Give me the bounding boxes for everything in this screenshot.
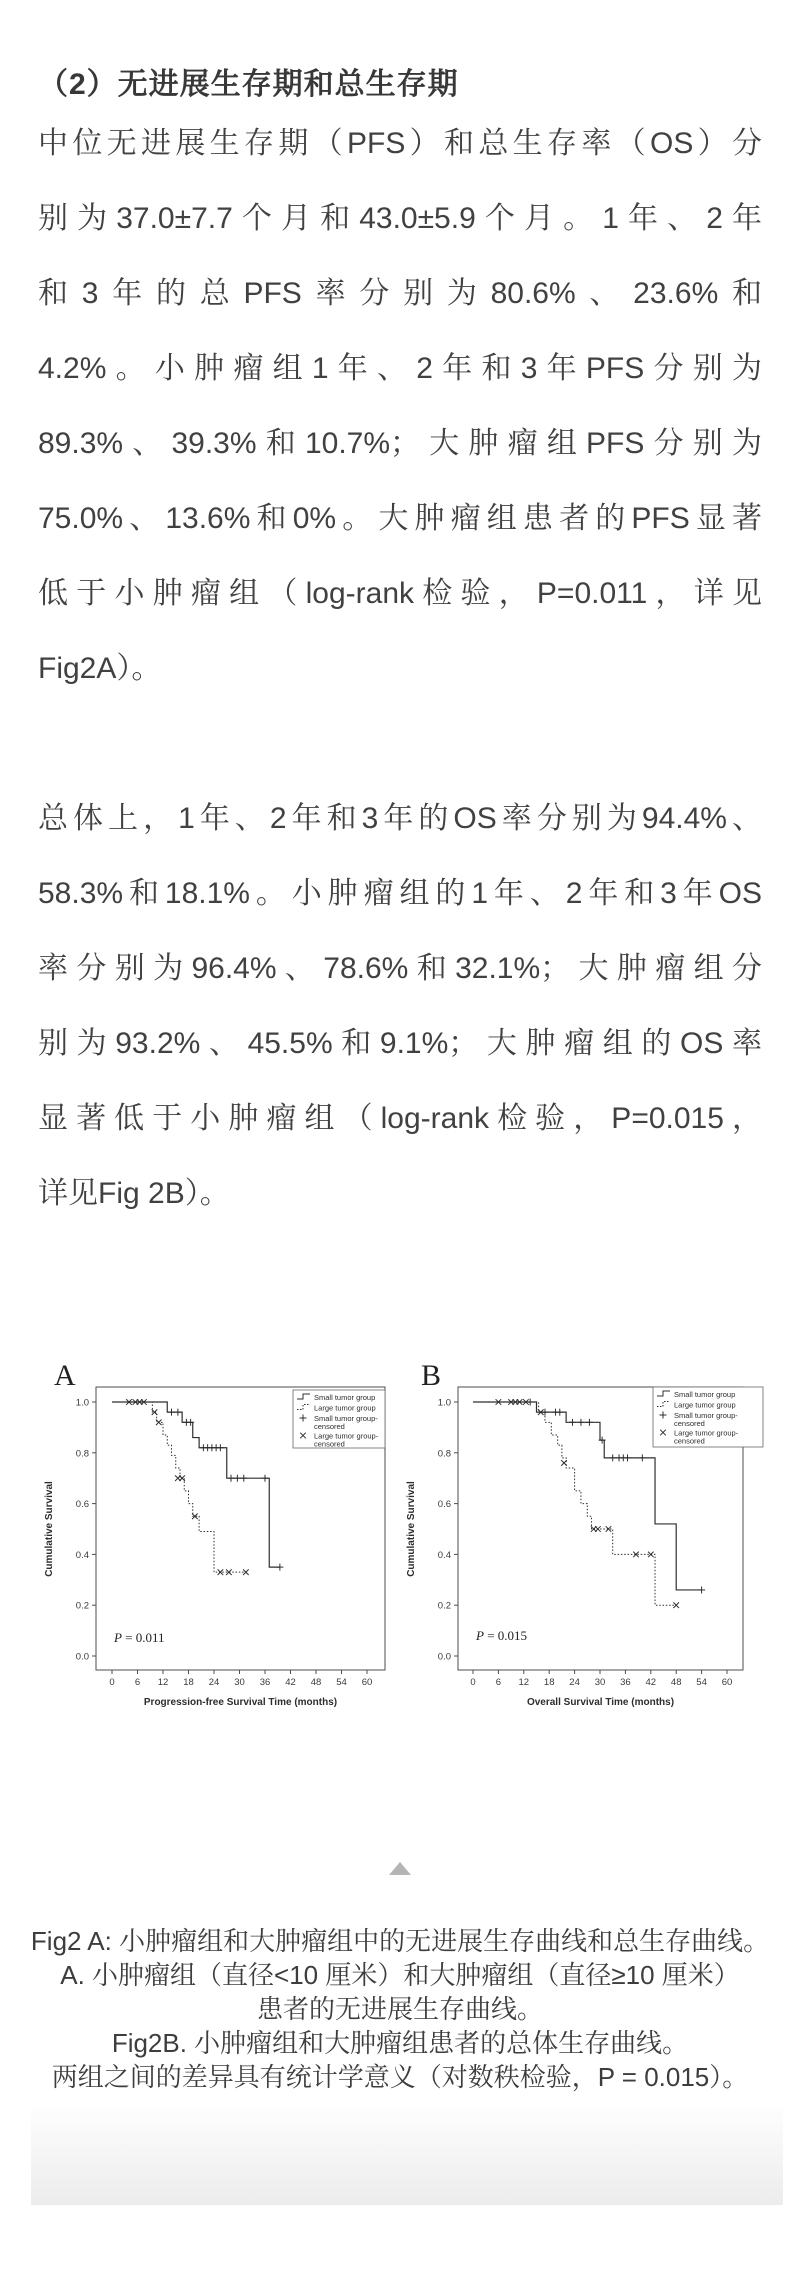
- text-line: Fig2A）。: [38, 652, 162, 685]
- text-line: 和3年的总PFS率分别为80.6%、23.6%和: [38, 277, 762, 310]
- legend: [293, 1390, 385, 1449]
- svg-text:24: 24: [208, 1677, 220, 1688]
- y-axis: [44, 1398, 96, 1663]
- y-axis: [406, 1398, 458, 1663]
- svg-text:1.0: 1.0: [437, 1397, 451, 1409]
- series-small: [112, 1402, 283, 1571]
- svg-text:60: 60: [721, 1677, 733, 1688]
- svg-text:60: 60: [361, 1677, 373, 1688]
- bottom-fade: [31, 2100, 783, 2205]
- svg-text:36: 36: [259, 1677, 271, 1688]
- svg-text:Large tumor group-: Large tumor group-: [674, 1428, 739, 1438]
- svg-text:Small tumor group-: Small tumor group-: [314, 1414, 378, 1423]
- panel-letter: [421, 1359, 441, 1392]
- svg-text:P = 0.015: P = 0.015: [476, 1628, 528, 1643]
- svg-text:54: 54: [696, 1677, 707, 1688]
- svg-text:48: 48: [310, 1677, 322, 1688]
- svg-text:0.0: 0.0: [437, 1651, 451, 1663]
- svg-text:Small tumor group: Small tumor group: [674, 1390, 736, 1399]
- series-large: [473, 1399, 679, 1608]
- svg-text:Large tumor group-: Large tumor group-: [314, 1431, 379, 1441]
- series-large: [112, 1399, 249, 1575]
- svg-text:Large tumor group: Large tumor group: [674, 1400, 736, 1410]
- text-line: 75.0%、13.6%和0%。大肿瘤组患者的PFS显著: [38, 502, 762, 535]
- caption-line: 两组之间的差异具有统计学意义（对数秩检验，P = 0.015）。: [51, 2062, 749, 2092]
- svg-text:6: 6: [495, 1677, 502, 1688]
- svg-text:42: 42: [645, 1677, 657, 1688]
- text-line: 率分别为96.4%、78.6%和32.1%；大肿瘤组分: [38, 952, 762, 985]
- paragraph-os: [38, 781, 762, 1231]
- text-line: 别为37.0±7.7个月和43.0±5.9个月。1年、2年: [38, 202, 762, 235]
- paragraph-pfs: [38, 106, 762, 706]
- legend: [653, 1387, 763, 1447]
- svg-text:30: 30: [594, 1677, 606, 1688]
- figure-caption: [0, 1924, 800, 2094]
- svg-text:B: B: [421, 1359, 442, 1392]
- text-line: 显著低于小肿瘤组（log-rank检验，P=0.015，: [38, 1102, 762, 1135]
- svg-text:6: 6: [134, 1677, 141, 1688]
- svg-text:1.0: 1.0: [75, 1397, 89, 1409]
- caption-line: A. 小肿瘤组（直径<10 厘米）和大肿瘤组（直径≥10 厘米）: [60, 1960, 740, 1990]
- caption-line: Fig2B. 小肿瘤组和大肿瘤组患者的总体生存曲线。: [111, 2028, 689, 2058]
- svg-text:42: 42: [285, 1677, 296, 1688]
- svg-text:18: 18: [183, 1677, 194, 1688]
- svg-text:Small tumor group: Small tumor group: [314, 1393, 376, 1402]
- svg-text:0.4: 0.4: [75, 1549, 89, 1561]
- km-chart-os: [400, 1340, 775, 1730]
- svg-text:Large tumor group: Large tumor group: [314, 1403, 376, 1413]
- x-axis: [109, 1670, 372, 1708]
- svg-text:0.6: 0.6: [437, 1499, 451, 1511]
- svg-text:censored: censored: [314, 1439, 345, 1449]
- svg-text:12: 12: [157, 1677, 169, 1688]
- paragraph-gap: [38, 706, 762, 781]
- km-chart-pfs: [30, 1340, 400, 1730]
- caption-line: Fig2 A: 小肿瘤组和大肿瘤组中的无进展生存曲线和总生存曲线。: [30, 1926, 770, 1956]
- svg-text:P = 0.011: P = 0.011: [114, 1630, 165, 1645]
- text-line: 中位无进展生存期（PFS）和总生存率（OS）分: [38, 127, 762, 160]
- svg-text:0.6: 0.6: [75, 1499, 89, 1511]
- svg-text:censored: censored: [314, 1422, 345, 1431]
- svg-text:censored: censored: [674, 1419, 705, 1428]
- text-line: 低于小肿瘤组（log-rank检验，P=0.011，详见: [38, 577, 762, 610]
- svg-text:Cumulative Survival: Cumulative Survival: [44, 1481, 55, 1577]
- scroll-top-icon[interactable]: [389, 1862, 411, 1875]
- svg-text:0.0: 0.0: [75, 1651, 89, 1663]
- p-value-label: [475, 1628, 527, 1643]
- svg-text:36: 36: [620, 1677, 631, 1688]
- p-value-label: [113, 1630, 165, 1645]
- svg-text:0.4: 0.4: [437, 1549, 451, 1561]
- panel-letter: [54, 1359, 76, 1392]
- text-line: 别为93.2%、45.5%和9.1%；大肿瘤组的OS率: [38, 1027, 762, 1060]
- svg-text:12: 12: [518, 1677, 530, 1688]
- svg-text:0: 0: [470, 1677, 476, 1688]
- svg-text:Overall Survival Time (months): Overall Survival Time (months): [526, 1697, 675, 1708]
- svg-text:30: 30: [234, 1677, 245, 1688]
- text-line: 89.3%、39.3%和10.7%；大肿瘤组PFS分别为: [38, 427, 762, 460]
- svg-text:0.8: 0.8: [437, 1448, 451, 1460]
- svg-text:0: 0: [109, 1677, 115, 1688]
- svg-text:18: 18: [543, 1677, 555, 1688]
- svg-text:0.2: 0.2: [437, 1600, 451, 1612]
- text-line: 总体上，1年、2年和3年的OS率分别为94.4%、: [38, 802, 762, 835]
- text-line: 详见Fig 2B）。: [38, 1177, 230, 1210]
- svg-text:A: A: [54, 1359, 76, 1392]
- svg-text:Small tumor group-: Small tumor group-: [674, 1411, 738, 1420]
- svg-text:0.2: 0.2: [75, 1600, 89, 1612]
- caption-line: 患者的无进展生存曲线。: [256, 1994, 543, 2024]
- text-line: 4.2%。小肿瘤组1年、2年和3年PFS分别为: [38, 352, 762, 385]
- svg-text:48: 48: [670, 1677, 682, 1688]
- svg-text:0.8: 0.8: [75, 1448, 89, 1460]
- body-text: [38, 106, 762, 1231]
- section-heading: （2）无进展生存期和总生存期: [38, 68, 459, 101]
- text-line: 58.3%和18.1%。小肿瘤组的1年、2年和3年OS: [38, 877, 762, 910]
- svg-text:54: 54: [336, 1677, 347, 1688]
- svg-text:censored: censored: [674, 1436, 705, 1446]
- x-axis: [470, 1670, 732, 1708]
- svg-text:24: 24: [569, 1677, 580, 1688]
- svg-text:Progression-free Survival Time: Progression-free Survival Time (months): [143, 1697, 338, 1708]
- svg-text:Cumulative Survival: Cumulative Survival: [406, 1481, 417, 1577]
